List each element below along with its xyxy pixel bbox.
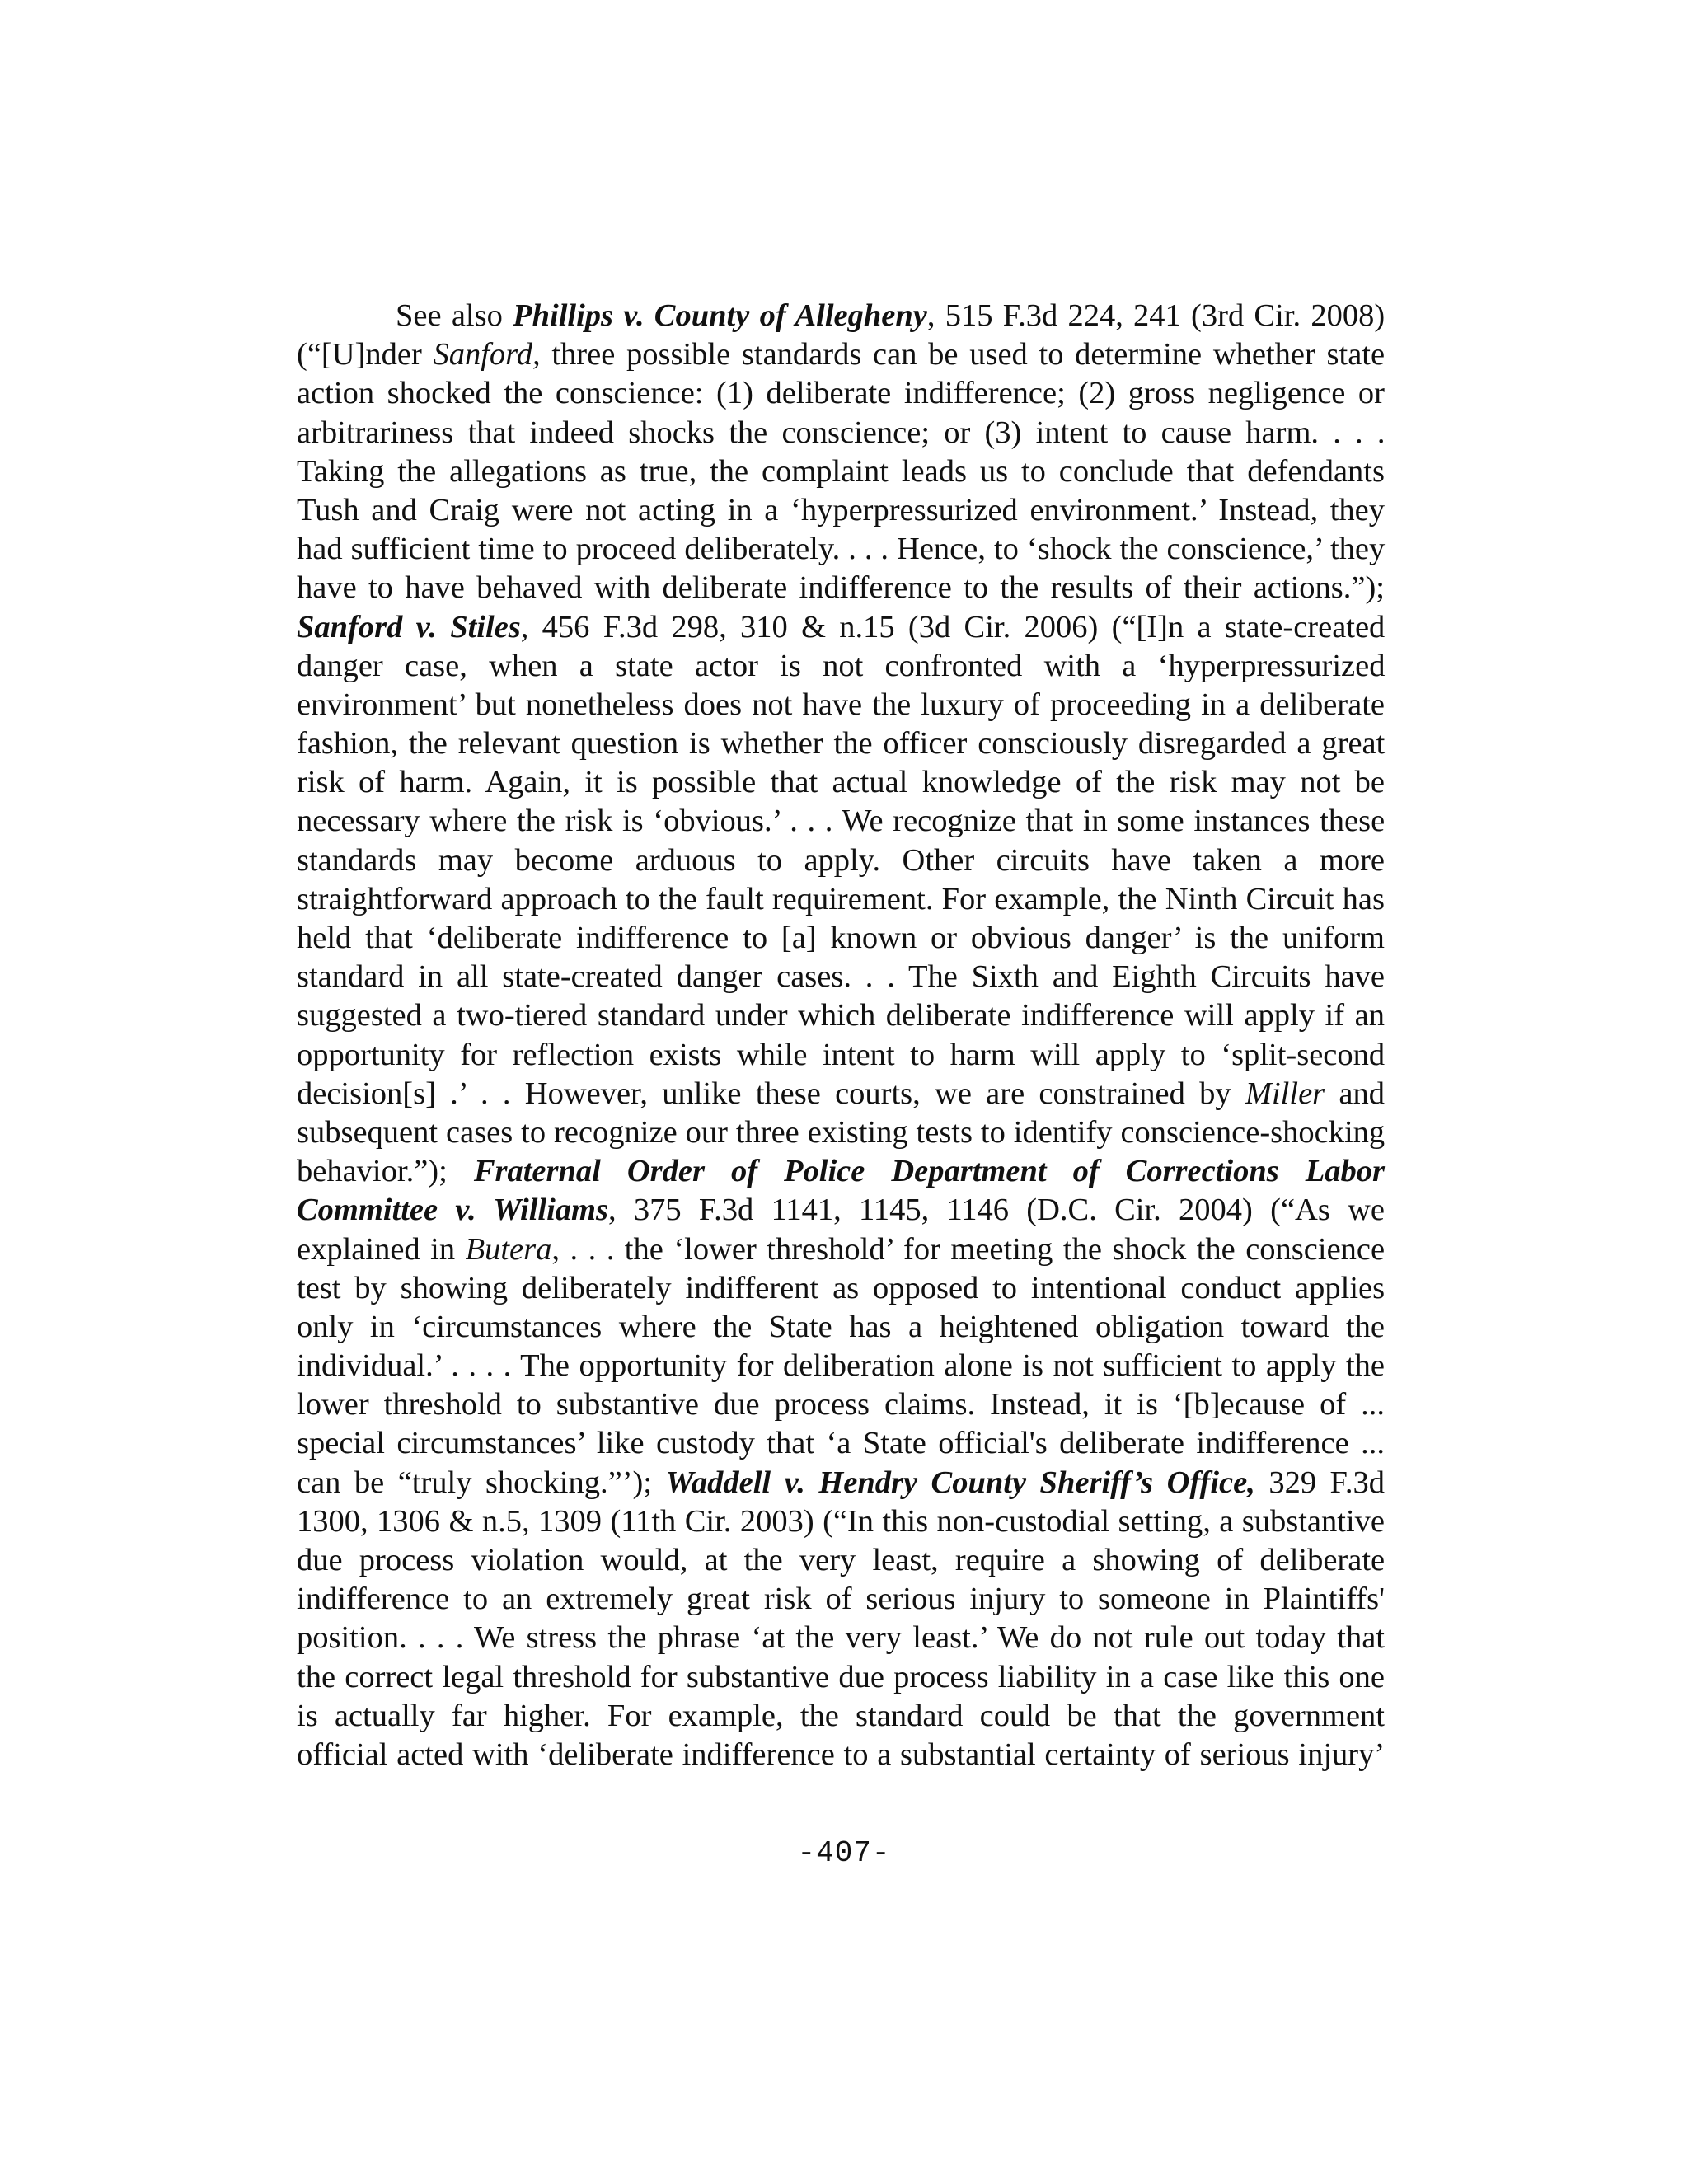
text-line [297, 1424, 1385, 1463]
case-name: Committee v. Williams [297, 1193, 608, 1228]
text-line [297, 1230, 1385, 1269]
text-run: had sufficient time to proceed deliberately. . . . Hence, to ‘shock the conscience,’ they [297, 532, 1386, 567]
text-line [297, 647, 1385, 686]
text-run: special circumstances’ like custody that ‘a State official's deliberate indifference ... [297, 1426, 1385, 1461]
text-run: lower threshold to substantive due process claims. Instead, it is ‘[b]ecause of ... [297, 1387, 1385, 1422]
text-run: action shocked the conscience: (1) deliberate indifference; (2) gross negligence or [297, 376, 1385, 411]
text-line [297, 374, 1385, 413]
text-run: arbitrariness that indeed shocks the conscience; or (3) intent to cause harm. . . . [297, 415, 1386, 450]
text-run: only in ‘circumstances where the State has a heightened obligation toward the [297, 1309, 1385, 1344]
text-run: is actually far higher. For example, the standard could be that the government [297, 1698, 1385, 1733]
text-line [297, 1075, 1385, 1113]
text-run: due process violation would, at the very least, require a showing of deliberate [297, 1543, 1386, 1577]
case-name: Phillips v. County of Allegheny [513, 298, 927, 333]
text-line [297, 958, 1385, 996]
text-run: danger case, when a state actor is not confronted with a ‘hyperpressurized [297, 648, 1386, 683]
text-line [297, 608, 1385, 647]
text-line [297, 491, 1385, 530]
text-line [297, 1541, 1385, 1580]
case-name: Fraternal Order of Police Department of Corrections Labor [473, 1154, 1385, 1189]
text-line [297, 1502, 1385, 1541]
text-line [297, 1347, 1385, 1385]
text-run: subsequent cases to recognize our three existing tests to identify conscience-shocking [297, 1114, 1386, 1150]
text-line [297, 1385, 1385, 1424]
case-name: Waddell v. Hendry County Sheriff’s Office, [665, 1465, 1255, 1500]
text-run: the correct legal threshold for substantive due process liability in a case like this one [297, 1659, 1385, 1694]
text-line [297, 335, 1385, 374]
text-run: necessary where the risk is ‘obvious.’ . . . We recognize that in some instances these [297, 804, 1386, 839]
text-run: straightforward approach to the fault requirement. For example, the Ninth Circuit has [297, 881, 1385, 916]
text-run: , 375 F.3d 1141, 1145, 1146 (D.C. Cir. 2004) (“As we [607, 1193, 1385, 1228]
text-run: can be “truly shocking.”’); [297, 1465, 666, 1500]
case-name: Sanford v. Stiles [297, 609, 521, 644]
page-number: -407- [797, 1836, 891, 1870]
text-run: See also [396, 298, 513, 333]
text-run: held that ‘deliberate indifference to [a] known or obvious danger’ is the uniform [297, 921, 1385, 955]
text-line [297, 569, 1385, 607]
text-run: official acted with ‘deliberate indifference to a substantial certainty of serious injury’ [297, 1736, 1386, 1772]
text-line [297, 530, 1385, 569]
text-run: explained in [297, 1231, 466, 1267]
text-run: and [1325, 1076, 1385, 1111]
text-run: , 456 F.3d 298, 310 & n.15 (3d Cir. 2006) (“[I]n a state-created [520, 609, 1386, 644]
text-run: suggested a two-tiered standard under which deliberate indifference will apply if an [297, 998, 1385, 1033]
italic-text: Miller [1245, 1076, 1325, 1111]
text-line [297, 841, 1385, 880]
text-run: Taking the allegations as true, the complaint leads us to conclude that defendants [297, 453, 1385, 489]
text-run: have to have behaved with deliberate indifference to the results of their actions.”); [297, 570, 1385, 606]
text-run: risk of harm. Again, it is possible that actual knowledge of the risk may not be [297, 765, 1386, 800]
text-line [297, 414, 1385, 452]
text-line [297, 1580, 1385, 1619]
text-line [297, 802, 1385, 841]
text-run: Tush and Craig were not acting in a ‘hyperpressurized environment.’ Instead, they [297, 492, 1385, 527]
text-run: behavior.”); [297, 1154, 474, 1189]
text-line [297, 1036, 1385, 1075]
text-run: standards may become arduous to apply. Other circuits have taken a more [297, 842, 1385, 878]
text-run: individual.’ . . . . The opportunity for deliberation alone is not sufficient to apply the [297, 1348, 1385, 1384]
text-line [297, 1464, 1385, 1502]
text-line [297, 1736, 1385, 1774]
text-run: three possible standards can be used to determine whether state [540, 337, 1386, 373]
text-line [297, 763, 1385, 802]
text-run: , . . . the ‘lower threshold’ for meeting the shock the conscience [551, 1231, 1386, 1267]
text-run: 1300, 1306 & n.5, 1309 (11th Cir. 2003) (“In this non-custodial setting, a substantive [297, 1503, 1385, 1539]
text-line [297, 996, 1385, 1035]
text-line [297, 1269, 1385, 1308]
text-run: , 515 F.3d 224, 241 (3rd Cir. 2008) [926, 298, 1386, 333]
text-run: position. . . . We stress the phrase ‘at the very least.’ We do not rule out today that [297, 1620, 1385, 1656]
body-paragraph [297, 297, 1385, 1774]
text-run: fashion, the relevant question is whether the officer consciously disregarded a great [297, 726, 1386, 762]
text-line [297, 452, 1385, 491]
text-line [297, 1697, 1385, 1736]
text-run: environment’ but nonetheless does not have the luxury of proceeding in a deliberate [297, 687, 1385, 722]
text-run: opportunity for reflection exists while intent to harm will apply to ‘split-second [297, 1037, 1386, 1072]
text-line [297, 1619, 1385, 1657]
text-line [297, 1191, 1385, 1230]
text-run: test by showing deliberately indifferent as opposed to intentional conduct applies [297, 1270, 1386, 1305]
text-line [297, 297, 1385, 335]
italic-text: Butera [465, 1231, 552, 1267]
text-line [297, 724, 1385, 763]
text-run: decision[s] .’ . . However, unlike these courts, we are constrained by [297, 1076, 1245, 1111]
text-run: 329 F.3d [1254, 1465, 1386, 1500]
text-line [297, 880, 1385, 919]
text-run: standard in all state-created danger cases. . . The Sixth and Eighth Circuits have [297, 959, 1385, 995]
text-line [297, 686, 1385, 724]
text-line [297, 1658, 1385, 1697]
text-run: indifference to an extremely great risk of serious injury to someone in Plaintiffs' [297, 1582, 1385, 1617]
text-line [297, 1113, 1385, 1152]
text-line [297, 1152, 1385, 1191]
text-line [297, 919, 1385, 958]
italic-text: Sanford, [433, 337, 541, 373]
text-line [297, 1308, 1385, 1347]
text-run: (“[U]nder [297, 337, 434, 373]
